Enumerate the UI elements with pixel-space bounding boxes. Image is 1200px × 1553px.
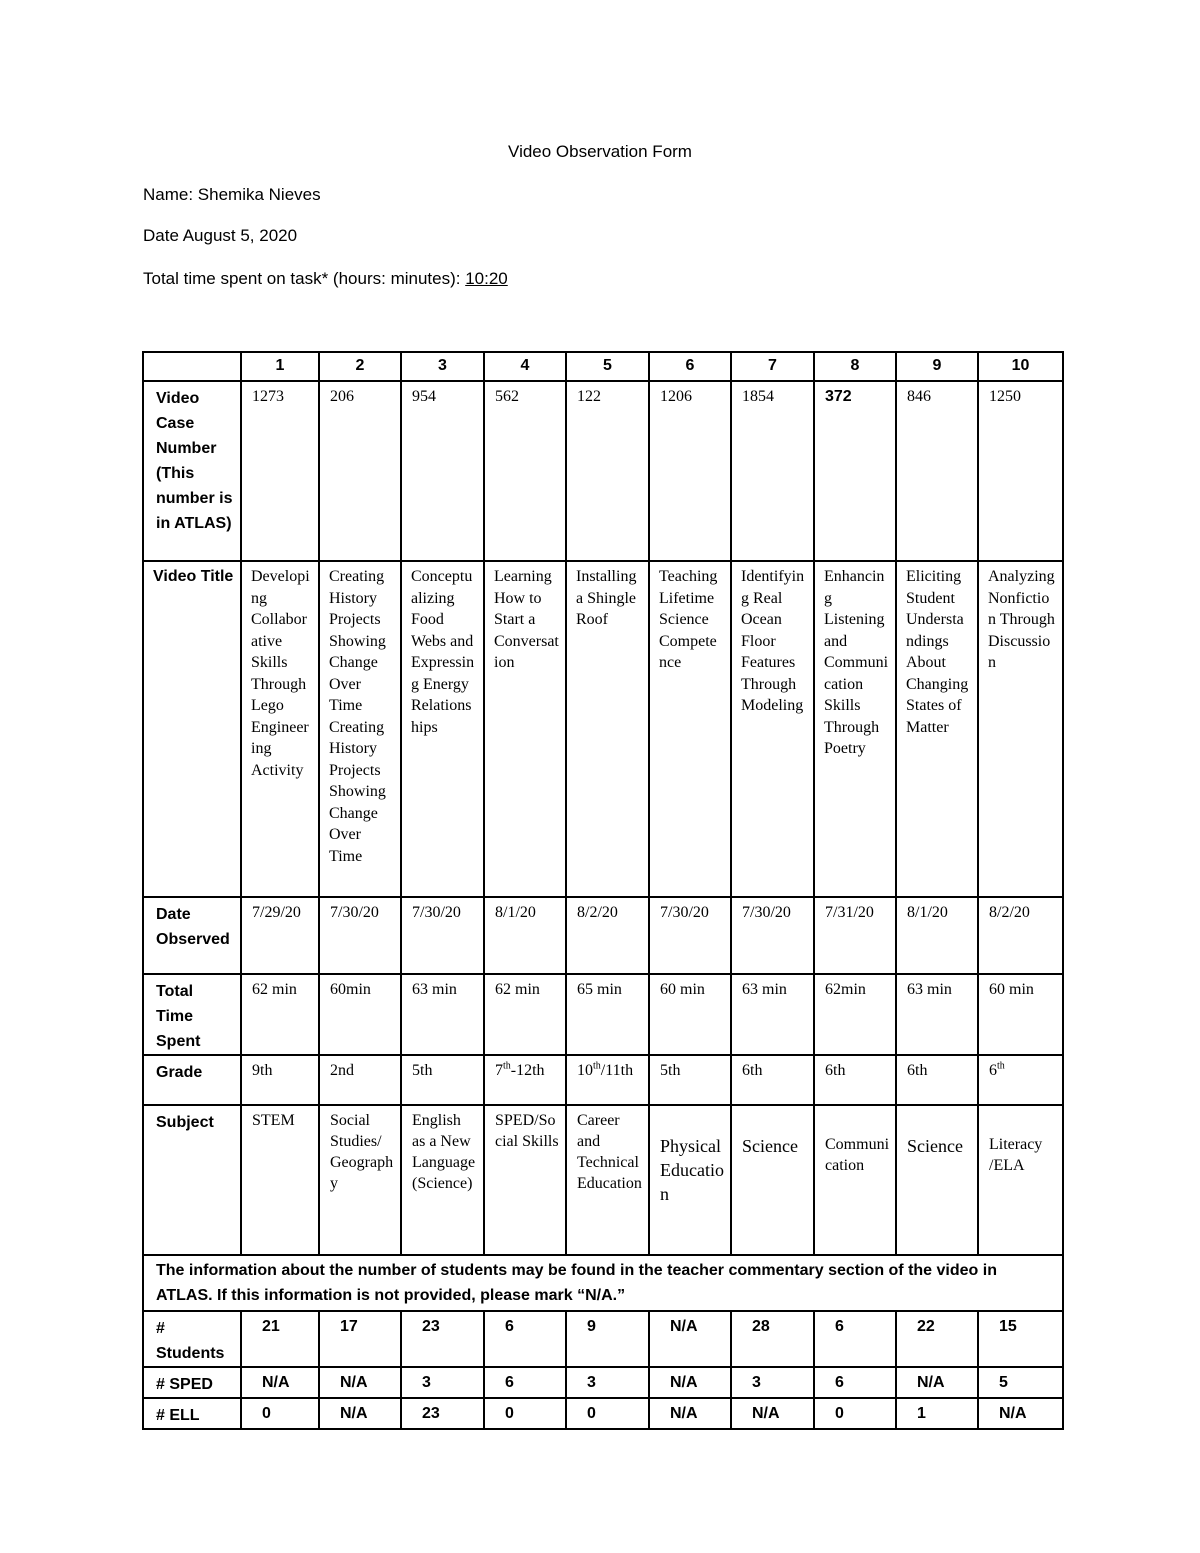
header-corner [143,352,241,381]
date-cell: 7/30/20 [401,897,484,974]
students-cell: 17 [319,1311,401,1367]
ell-cell: 0 [814,1398,896,1429]
grade-cell: 6th [896,1055,978,1105]
grade-number: 6 [989,1062,997,1079]
sped-row [143,1367,1063,1398]
ell-cell: N/A [319,1398,401,1429]
grade-cell: 6th [731,1055,814,1105]
column-header: 6 [649,352,731,381]
subject-cell: SPED/Social Skills [484,1105,566,1255]
video-title-cell: Eliciting Student Understandings About Changing States of Matter [896,561,978,897]
video-case-cell: 846 [896,381,978,561]
video-case-cell: 954 [401,381,484,561]
column-header: 3 [401,352,484,381]
video-title-cell: Learning How to Start a Conversation [484,561,566,897]
date-line: Date August 5, 2020 [143,226,298,245]
subject-cell: Science [896,1105,978,1255]
sped-cell: 6 [484,1367,566,1398]
row-label-ell: # ELL [143,1398,241,1429]
grade-number: 7 [495,1062,503,1079]
row-label-grade: Grade [143,1055,241,1105]
grade-suffix: th [503,1060,511,1072]
date-cell: 7/30/20 [649,897,731,974]
subject-cell: Social Studies/ Geography [319,1105,401,1255]
time-cell: 60min [319,974,401,1055]
row-label-video-case: Video Case Number (This number is in ATLAS) [143,381,241,561]
date-cell: 7/29/20 [241,897,319,974]
video-case-cell: 1854 [731,381,814,561]
grade-suffix: th [997,1060,1005,1072]
grade-cell: 5th [401,1055,484,1105]
grade-cell [566,1055,649,1105]
total-time-line [143,269,508,289]
grade-rest: /11th [600,1062,634,1079]
ell-row [143,1398,1063,1429]
column-header: 1 [241,352,319,381]
sped-cell: 3 [401,1367,484,1398]
video-title-row [143,561,1063,897]
ell-cell: 1 [896,1398,978,1429]
subject-cell: English as a New Language (Science) [401,1105,484,1255]
video-title-cell: Creating History Projects Showing Change Over Time Creating History Projects Showing Change Over Time [319,561,401,897]
date-cell: 7/31/20 [814,897,896,974]
subject-cell: Science [731,1105,814,1255]
sped-cell: N/A [896,1367,978,1398]
header-row [143,352,1063,381]
date-cell: 7/30/20 [319,897,401,974]
video-title-cell: Installing a Shingle Roof [566,561,649,897]
row-label-date-observed: Date Observed [143,897,241,974]
ell-cell: N/A [978,1398,1063,1429]
video-case-cell: 122 [566,381,649,561]
time-cell: 60 min [978,974,1063,1055]
students-cell: 22 [896,1311,978,1367]
video-case-cell: 562 [484,381,566,561]
video-case-cell: 1250 [978,381,1063,561]
students-cell: 6 [814,1311,896,1367]
video-case-row [143,381,1063,561]
grade-cell: 2nd [319,1055,401,1105]
grade-number: 10 [577,1062,593,1079]
ell-cell: 0 [566,1398,649,1429]
column-header: 2 [319,352,401,381]
column-header: 8 [814,352,896,381]
grade-cell: 5th [649,1055,731,1105]
video-title-cell: Identifying Real Ocean Floor Features Through Modeling [731,561,814,897]
subject-cell: Career and Technical Education [566,1105,649,1255]
total-time-label: Total time spent on task* (hours: minutes): [143,269,466,288]
sped-cell: 5 [978,1367,1063,1398]
students-cell: N/A [649,1311,731,1367]
date-cell: 8/2/20 [978,897,1063,974]
video-title-cell: Enhancing Listening and Communication Skills Through Poetry [814,561,896,897]
sped-cell: N/A [241,1367,319,1398]
grade-row [143,1055,1063,1105]
students-cell: 15 [978,1311,1063,1367]
subject-cell: STEM [241,1105,319,1255]
subject-cell: Literacy /ELA [978,1105,1063,1255]
students-cell: 9 [566,1311,649,1367]
time-cell: 63 min [401,974,484,1055]
date-cell: 8/1/20 [896,897,978,974]
video-title-cell: Teaching Lifetime Science Competence [649,561,731,897]
column-header: 7 [731,352,814,381]
students-row [143,1311,1063,1367]
row-label-students: # Students [143,1311,241,1367]
subject-row [143,1105,1063,1255]
video-title-cell: Conceptualizing Food Webs and Expressing Energy Relationships [401,561,484,897]
observation-table [142,351,1064,1430]
subject-cell: Physical Education [649,1105,731,1255]
students-cell: 21 [241,1311,319,1367]
students-note: The information about the number of students may be found in the teacher commentary section of the video in ATLAS. If this information is not provided, please mark “N/A.” [143,1255,1063,1311]
time-cell: 62 min [241,974,319,1055]
row-label-video-title: Video Title [143,561,241,897]
sped-cell: 3 [731,1367,814,1398]
column-header: 4 [484,352,566,381]
students-cell: 28 [731,1311,814,1367]
video-case-cell: 1206 [649,381,731,561]
time-cell: 62 min [484,974,566,1055]
students-cell: 6 [484,1311,566,1367]
time-cell: 62min [814,974,896,1055]
sped-cell: N/A [649,1367,731,1398]
note-row [143,1255,1063,1311]
date-cell: 7/30/20 [731,897,814,974]
grade-cell: 9th [241,1055,319,1105]
date-cell: 8/2/20 [566,897,649,974]
column-header: 9 [896,352,978,381]
video-case-cell: 372 [814,381,896,561]
date-cell: 8/1/20 [484,897,566,974]
row-label-sped: # SPED [143,1367,241,1398]
sped-cell: 6 [814,1367,896,1398]
row-label-total-time: Total Time Spent [143,974,241,1055]
time-cell: 63 min [731,974,814,1055]
video-case-cell: 206 [319,381,401,561]
column-header: 5 [566,352,649,381]
video-title-cell: Developing Collaborative Skills Through Lego Engineering Activity [241,561,319,897]
row-label-subject: Subject [143,1105,241,1255]
date-observed-row [143,897,1063,974]
time-cell: 63 min [896,974,978,1055]
grade-rest: -12th [510,1062,545,1079]
grade-cell [484,1055,566,1105]
form-title: Video Observation Form [508,142,692,161]
ell-cell: 23 [401,1398,484,1429]
grade-cell: 6th [814,1055,896,1105]
column-header: 10 [978,352,1063,381]
grade-cell [978,1055,1063,1105]
sped-cell: N/A [319,1367,401,1398]
grade-suffix: th [593,1060,601,1072]
ell-cell: 0 [241,1398,319,1429]
time-cell: 60 min [649,974,731,1055]
total-time-row [143,974,1063,1055]
ell-cell: N/A [731,1398,814,1429]
students-cell: 23 [401,1311,484,1367]
ell-cell: 0 [484,1398,566,1429]
name-line: Name: Shemika Nieves [143,185,321,204]
video-case-cell: 1273 [241,381,319,561]
total-time-value: 10:20 [465,269,508,288]
ell-cell: N/A [649,1398,731,1429]
subject-cell: Communication [814,1105,896,1255]
sped-cell: 3 [566,1367,649,1398]
video-title-cell: Analyzing Nonfiction Through Discussion [978,561,1063,897]
time-cell: 65 min [566,974,649,1055]
